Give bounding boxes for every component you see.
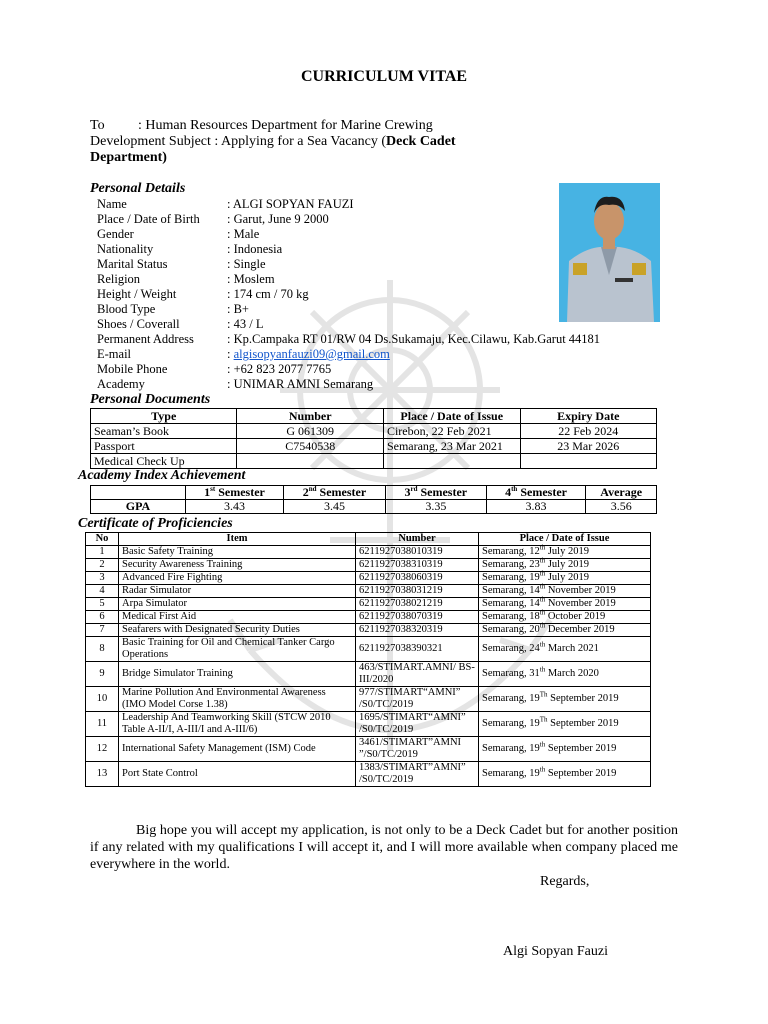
cert-item: Advanced Fire Fighting <box>119 572 356 585</box>
cert-place: Semarang, 12 <box>482 546 540 557</box>
cert-day-suffix: th <box>539 608 546 617</box>
detail-row <box>97 272 600 287</box>
semester-header <box>586 486 657 500</box>
semester-word: Semester <box>215 485 265 499</box>
semester-number: 2 <box>302 485 309 499</box>
table-row <box>86 572 651 585</box>
table-row <box>86 585 651 598</box>
cert-id: 6211927038390321 <box>356 637 479 662</box>
table-row <box>86 762 651 787</box>
cert-place: Semarang, 19 <box>482 718 540 729</box>
detail-value <box>227 257 266 272</box>
cert-id: 6211927038021219 <box>356 598 479 611</box>
detail-label: Religion <box>97 272 141 286</box>
cert-id: 3461/STIMART”AMNI ”/S0/TC/2019 <box>356 737 479 762</box>
detail-label: E-mail <box>97 347 132 361</box>
table-row <box>86 637 651 662</box>
detail-value <box>227 317 263 332</box>
detail-row <box>97 212 600 227</box>
to-label: To <box>90 118 105 133</box>
cert-id: 6211927038031219 <box>356 585 479 598</box>
cert-date: September 2019 <box>547 718 619 729</box>
semester-number: 1 <box>204 485 211 499</box>
detail-label: Shoes / Coverall <box>97 317 180 331</box>
detail-row <box>97 317 600 332</box>
detail-value-text: : Single <box>227 257 266 271</box>
cert-place-date <box>479 569 651 585</box>
detail-label: Academy <box>97 377 145 391</box>
cert-item: Bridge Simulator Training <box>119 662 356 687</box>
cert-date: July 2019 <box>545 559 589 570</box>
cert-day-suffix: th <box>539 740 546 749</box>
table-row <box>86 712 651 737</box>
detail-row <box>97 287 600 302</box>
cert-date: November 2019 <box>545 598 616 609</box>
cert-place: Semarang, 19 <box>482 743 540 754</box>
table-cell: Medical Check Up <box>91 454 237 469</box>
academy-index-heading: Academy Index Achievement <box>78 468 246 483</box>
table-cell: C7540538 <box>237 439 383 454</box>
cert-place-date <box>479 543 651 559</box>
cert-id: 6211927038310319 <box>356 559 479 572</box>
detail-label: Permanent Address <box>97 332 194 346</box>
cert-item: Medical First Aid <box>119 611 356 624</box>
detail-value-text: : 43 / L <box>227 317 264 331</box>
cert-id: 6211927038320319 <box>356 624 479 637</box>
detail-label: Blood Type <box>97 302 156 316</box>
semester-suffix: st <box>210 485 216 493</box>
semester-number: 3 <box>404 485 411 499</box>
semester-header <box>186 486 284 500</box>
detail-value <box>227 332 600 347</box>
column-header: Number <box>237 409 383 424</box>
cert-day-suffix: th <box>539 665 546 674</box>
cert-date: March 2020 <box>545 668 599 679</box>
cert-id: 6211927038070319 <box>356 611 479 624</box>
cert-place-date <box>479 556 651 572</box>
detail-row <box>97 347 600 362</box>
detail-row <box>97 377 600 392</box>
table-cell: 23 Mar 2026 <box>520 439 657 454</box>
detail-row <box>97 332 600 347</box>
gpa-value: 3.35 <box>385 500 486 514</box>
subject-prefix: Development Subject : Applying for a Sea Vacancy ( <box>90 134 386 149</box>
cert-place-date <box>479 662 651 687</box>
cert-day-suffix: Th <box>539 690 548 699</box>
personal-documents-table <box>90 408 657 469</box>
email-link[interactable]: algisopyanfauzi09@gmail.com <box>233 347 390 361</box>
cert-day-suffix: th <box>539 765 546 774</box>
cert-id: 6211927038010319 <box>356 546 479 559</box>
cert-id: 6211927038060319 <box>356 572 479 585</box>
academy-index-table <box>90 485 657 514</box>
gpa-value: 3.56 <box>586 500 657 514</box>
detail-value-text: : B+ <box>227 302 249 316</box>
person-icon <box>559 183 660 322</box>
table-row <box>91 500 657 514</box>
detail-value-text: : +62 823 2077 7765 <box>227 362 332 376</box>
detail-label: Name <box>97 197 127 211</box>
table-header-row <box>86 533 651 546</box>
certificates-table <box>85 532 651 787</box>
cert-day-suffix: th <box>539 621 546 630</box>
table-cell <box>383 454 520 469</box>
detail-value-text: : Indonesia <box>227 242 283 256</box>
cert-number: 8 <box>86 637 119 662</box>
detail-row <box>97 197 600 212</box>
cert-date: October 2019 <box>545 611 606 622</box>
detail-value <box>227 362 331 377</box>
cert-place: Semarang, 14 <box>482 585 540 596</box>
semester-suffix: nd <box>308 485 317 493</box>
certificates-heading: Certificate of Proficiencies <box>78 516 233 531</box>
detail-label: Nationality <box>97 242 154 256</box>
table-row <box>86 546 651 559</box>
cert-number: 5 <box>86 598 119 611</box>
cert-date: July 2019 <box>545 572 589 583</box>
cert-item: Leadership And Teamworking Skill (STCW 2010 Table A-II/I, A-III/I and A-III/6) <box>119 712 356 737</box>
detail-row <box>97 227 600 242</box>
cert-date: March 2021 <box>545 643 599 654</box>
cert-place: Semarang, 20 <box>482 624 540 635</box>
detail-value-text: : Male <box>227 227 260 241</box>
empty-header <box>91 486 186 500</box>
detail-value <box>227 377 373 392</box>
detail-value-text: : <box>227 347 234 361</box>
cert-item: Port State Control <box>119 762 356 787</box>
cert-item: Arpa Simulator <box>119 598 356 611</box>
cert-item: Basic Safety Training <box>119 546 356 559</box>
semester-suffix: th <box>511 485 518 493</box>
detail-row <box>97 257 600 272</box>
gpa-label: GPA <box>91 500 186 514</box>
signature-name: Algi Sopyan Fauzi <box>503 944 608 959</box>
detail-value-text: : Garut, June 9 2000 <box>227 212 329 226</box>
detail-label: Marital Status <box>97 257 168 271</box>
cert-day-suffix: th <box>539 582 546 591</box>
recipient-line <box>90 118 433 134</box>
cert-date: September 2019 <box>545 768 617 779</box>
table-cell: G 061309 <box>237 424 383 439</box>
detail-value <box>227 287 309 302</box>
cert-number: 2 <box>86 559 119 572</box>
column-header: Number <box>356 533 479 546</box>
semester-number: 4 <box>505 485 512 499</box>
detail-value <box>227 272 275 287</box>
column-header: Place / Date of Issue <box>383 409 520 424</box>
table-row <box>86 559 651 572</box>
semester-word: Semester <box>316 485 367 499</box>
cert-place: Semarang, 19 <box>482 768 540 779</box>
detail-value-text: : UNIMAR AMNI Semarang <box>227 377 374 391</box>
table-row <box>86 598 651 611</box>
cert-date: September 2019 <box>545 743 617 754</box>
closing-paragraph: Big hope you will accept my application, is not only to be a Deck Cadet but for another position if any related with my qualifications I will accept it, and I will more available when company placed me everywhere in the world. <box>90 823 678 872</box>
cert-place-date <box>479 637 651 662</box>
gpa-value: 3.43 <box>186 500 284 514</box>
table-row <box>86 737 651 762</box>
table-row <box>91 454 657 469</box>
semester-word: Semester <box>517 485 567 499</box>
cert-item: Basic Training for Oil and Chemical Tanker Cargo Operations <box>119 637 356 662</box>
table-row <box>86 662 651 687</box>
cert-place: Semarang, 14 <box>482 598 540 609</box>
cert-day-suffix: th <box>539 556 546 565</box>
column-header: Place / Date of Issue <box>479 533 651 546</box>
gpa-value: 3.45 <box>283 500 385 514</box>
detail-value-text: : ALGI SOPYAN FAUZI <box>227 197 354 211</box>
cert-id: 463/STIMART.AMNI/ BS-III/2020 <box>356 662 479 687</box>
cert-place: Semarang, 23 <box>482 559 540 570</box>
cert-place-date <box>479 762 651 787</box>
cert-place-date <box>479 712 651 737</box>
cert-item: Security Awareness Training <box>119 559 356 572</box>
detail-value-text: : 174 cm / 70 kg <box>227 287 309 301</box>
table-cell: Semarang, 23 Mar 2021 <box>383 439 520 454</box>
cert-place-date <box>479 582 651 598</box>
detail-label: Gender <box>97 227 134 241</box>
table-row <box>86 687 651 712</box>
cert-place: Semarang, 19 <box>482 693 540 704</box>
cert-place: Semarang, 24 <box>482 643 540 654</box>
cert-item: Marine Pollution And Environmental Awareness (IMO Model Corse 1.38) <box>119 687 356 712</box>
detail-label: Mobile Phone <box>97 362 168 376</box>
table-cell <box>237 454 383 469</box>
semester-suffix: rd <box>410 485 418 493</box>
table-cell <box>520 454 657 469</box>
semester-header <box>486 486 586 500</box>
cert-date: September 2019 <box>547 693 619 704</box>
personal-documents-heading: Personal Documents <box>90 392 211 407</box>
cert-day-suffix: th <box>539 595 546 604</box>
cert-item: Seafarers with Designated Security Duties <box>119 624 356 637</box>
detail-value-text: : Moslem <box>227 272 275 286</box>
table-row <box>91 439 657 454</box>
detail-value <box>227 212 329 227</box>
cert-number: 6 <box>86 611 119 624</box>
detail-row <box>97 302 600 317</box>
table-row <box>91 424 657 439</box>
table-cell: 22 Feb 2024 <box>520 424 657 439</box>
detail-value <box>227 242 282 257</box>
cert-id: 1695/STIMART“AMNI” /S0/TC/2019 <box>356 712 479 737</box>
cert-place-date <box>479 737 651 762</box>
cert-date: December 2019 <box>545 624 615 635</box>
semester-word: Semester <box>417 485 468 499</box>
table-row <box>86 611 651 624</box>
cert-date: November 2019 <box>545 585 616 596</box>
personal-details-list <box>97 197 600 392</box>
cert-item: Radar Simulator <box>119 585 356 598</box>
cert-place: Semarang, 31 <box>482 668 540 679</box>
table-header-row <box>91 486 657 500</box>
detail-value-text: : Kp.Campaka RT 01/RW 04 Ds.Sukamaju, Kec.Cilawu, Kab.Garut 44181 <box>227 332 601 346</box>
cert-id: 977/STIMART“AMNI” /S0/TC/2019 <box>356 687 479 712</box>
semester-number: Average <box>600 485 643 499</box>
page-title: CURRICULUM VITAE <box>300 68 468 85</box>
detail-row <box>97 362 600 377</box>
table-header-row <box>91 409 657 424</box>
cert-number: 1 <box>86 546 119 559</box>
cert-number: 10 <box>86 687 119 712</box>
cert-place-date <box>479 621 651 637</box>
column-header: Expiry Date <box>520 409 657 424</box>
cert-number: 12 <box>86 737 119 762</box>
column-header: Item <box>119 533 356 546</box>
semester-header <box>283 486 385 500</box>
cert-number: 11 <box>86 712 119 737</box>
detail-value <box>227 302 249 317</box>
cert-date: July 2019 <box>545 546 589 557</box>
detail-value <box>227 347 390 362</box>
cert-place: Semarang, 19 <box>482 572 540 583</box>
semester-header <box>385 486 486 500</box>
cert-number: 4 <box>86 585 119 598</box>
detail-value <box>227 197 354 212</box>
cert-number: 9 <box>86 662 119 687</box>
cert-place: Semarang, 18 <box>482 611 540 622</box>
table-cell: Passport <box>91 439 237 454</box>
detail-label: Height / Weight <box>97 287 177 301</box>
personal-details-heading: Personal Details <box>90 181 186 196</box>
cert-number: 13 <box>86 762 119 787</box>
cert-place-date <box>479 687 651 712</box>
regards-text: Regards, <box>540 874 590 889</box>
table-cell: Cirebon, 22 Feb 2021 <box>383 424 520 439</box>
column-header: No <box>86 533 119 546</box>
cert-number: 3 <box>86 572 119 585</box>
column-header: Type <box>91 409 237 424</box>
table-cell: Seaman’s Book <box>91 424 237 439</box>
profile-photo <box>559 183 660 322</box>
cert-day-suffix: th <box>539 543 546 552</box>
table-row <box>86 624 651 637</box>
detail-value <box>227 227 259 242</box>
cert-place-date <box>479 595 651 611</box>
cert-day-suffix: th <box>539 640 546 649</box>
subject-bold: Deck Cadet Department) <box>90 134 456 165</box>
cert-item: International Safety Management (ISM) Code <box>119 737 356 762</box>
gpa-value: 3.83 <box>486 500 586 514</box>
cert-day-suffix: Th <box>539 715 548 724</box>
detail-label: Place / Date of Birth <box>97 212 200 226</box>
cert-number: 7 <box>86 624 119 637</box>
to-value: : Human Resources Department for Marine Crewing <box>138 118 433 133</box>
cert-id: 1383/STIMART”AMNI” /S0/TC/2019 <box>356 762 479 787</box>
cert-day-suffix: th <box>539 569 546 578</box>
subject-line <box>90 134 490 166</box>
cert-place-date <box>479 608 651 624</box>
detail-row <box>97 242 600 257</box>
